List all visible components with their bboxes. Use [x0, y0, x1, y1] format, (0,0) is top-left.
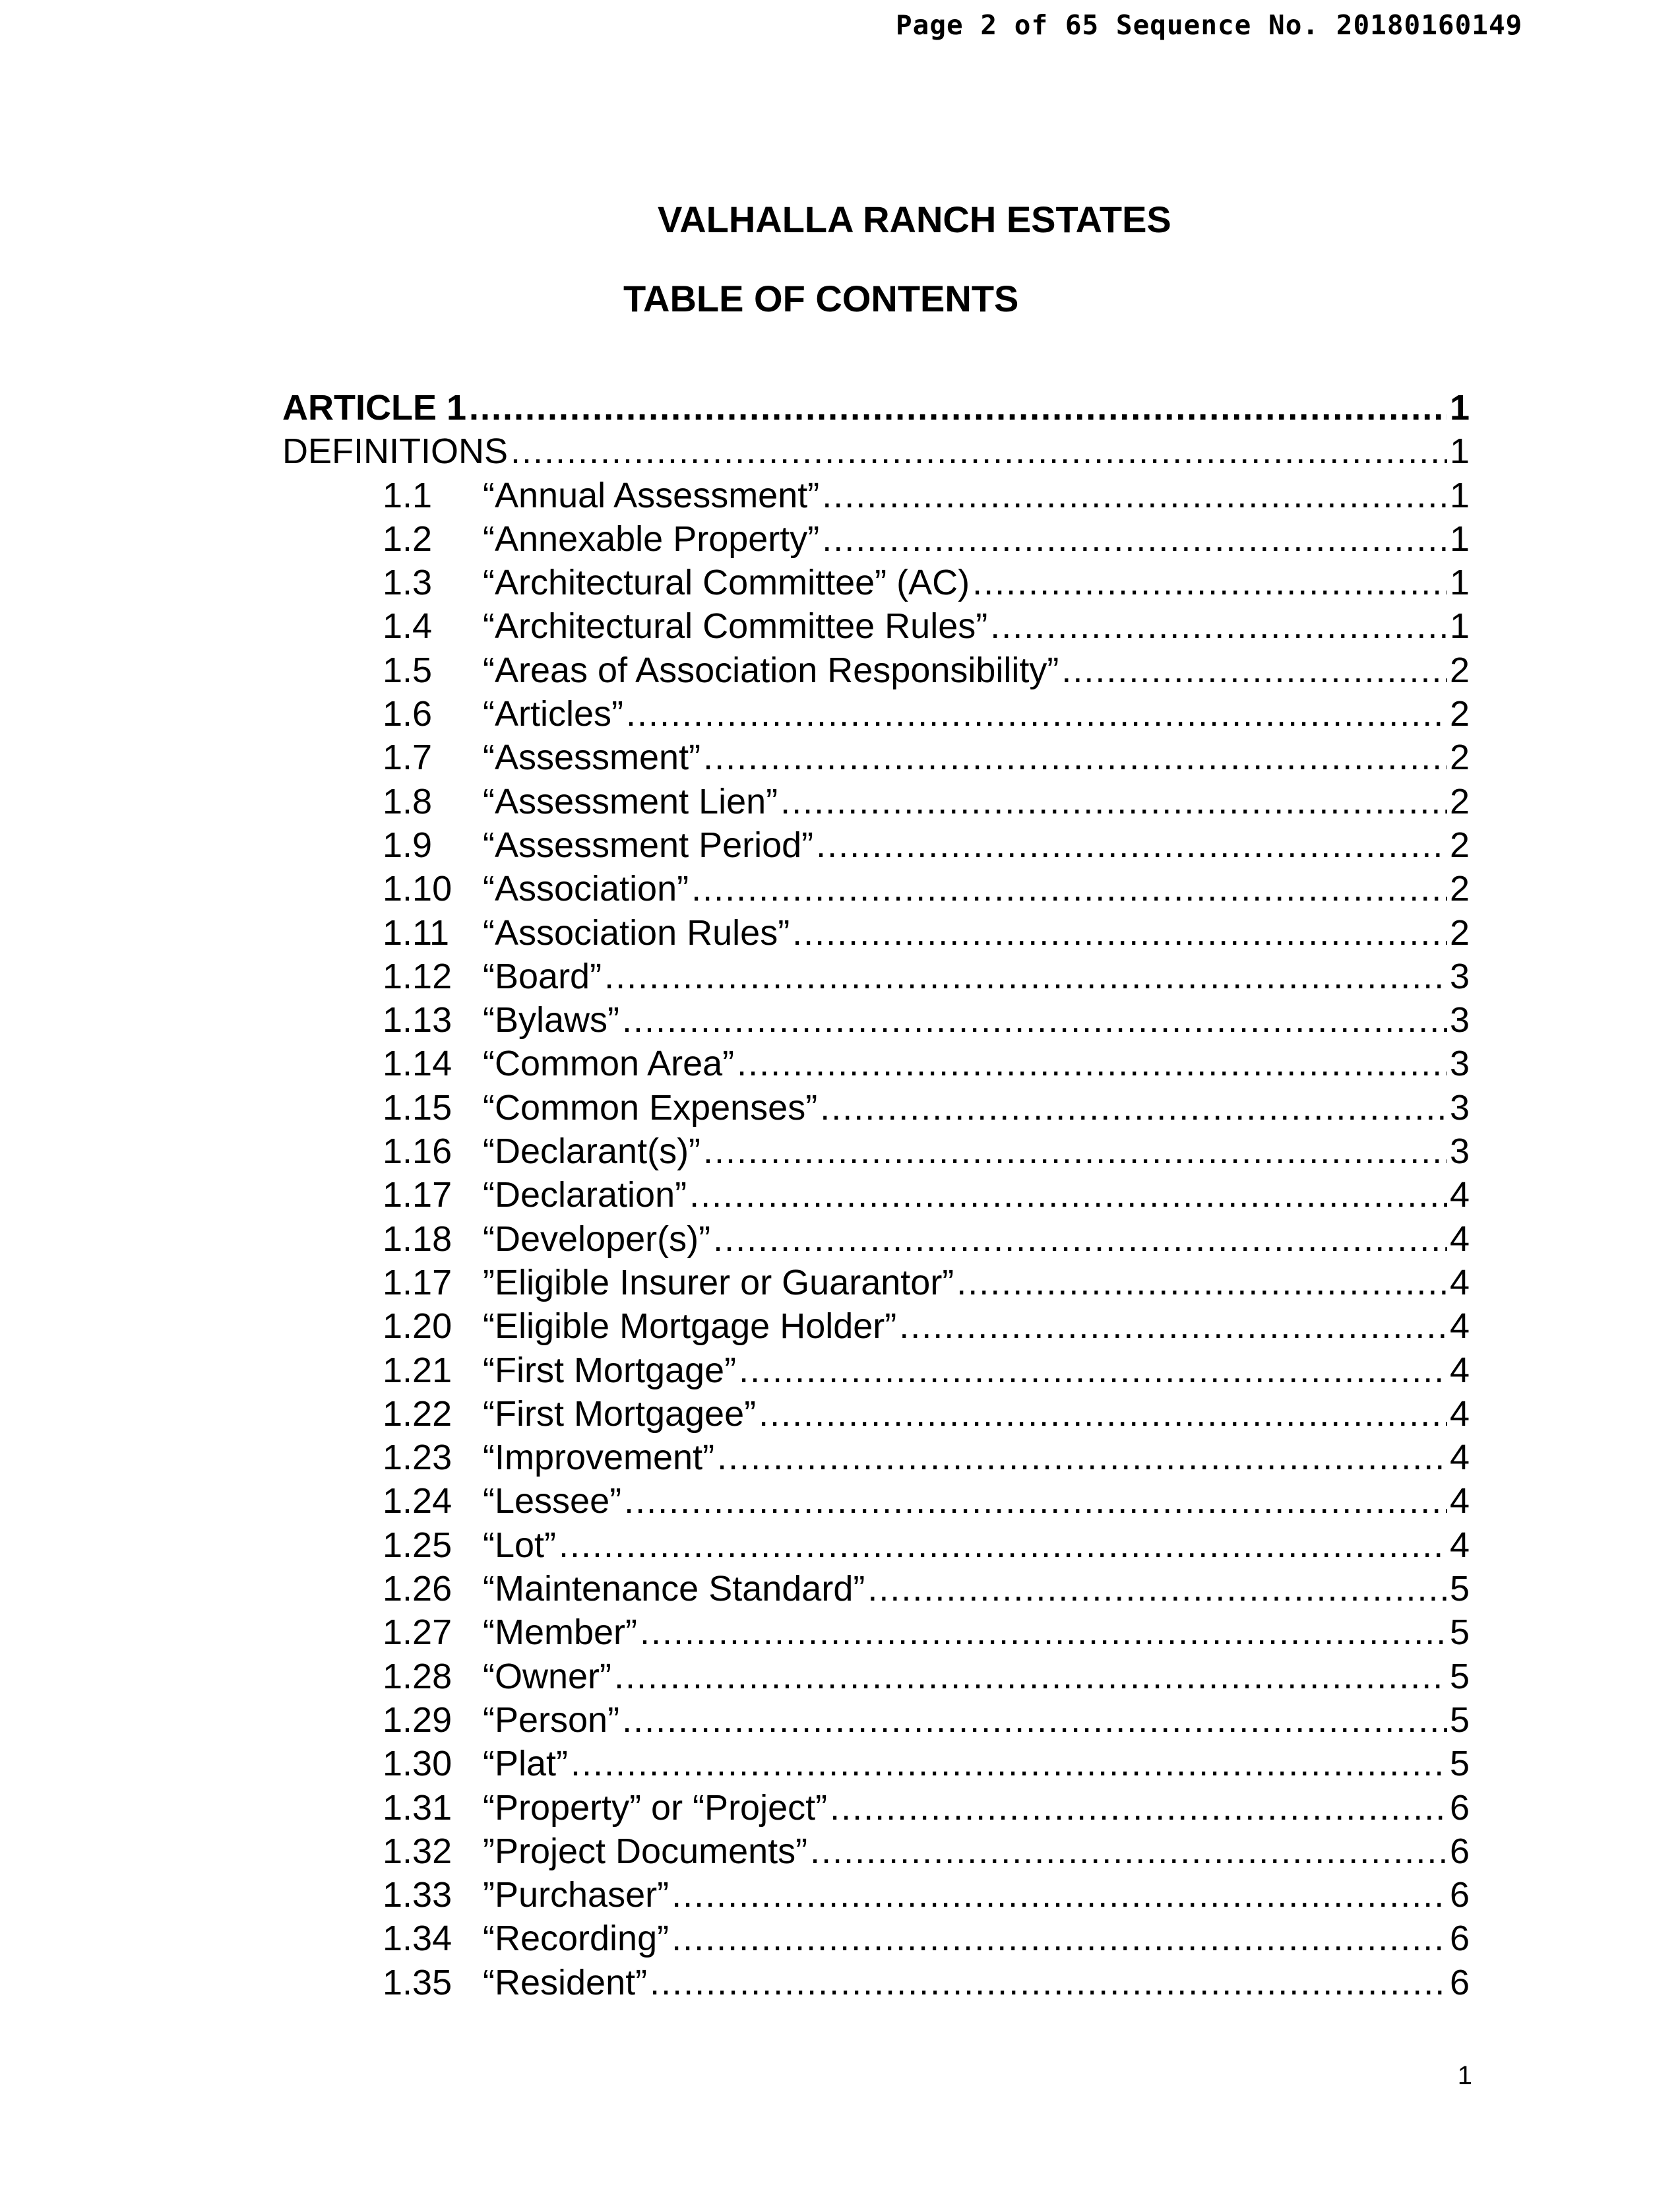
toc-entry-page: 6: [1449, 1875, 1470, 1915]
toc-entry-number: 1.11: [383, 912, 450, 953]
toc-entry-label: “Bylaws”: [483, 1000, 620, 1040]
toc-section-label: DEFINITIONS: [282, 431, 509, 472]
toc-entry-label: “Declarant(s)”: [483, 1131, 701, 1172]
toc-entry-label: “Association Rules”: [483, 912, 790, 953]
toc-entry-number: 1.20: [383, 1306, 452, 1347]
toc-entry-number: 1.2: [383, 519, 433, 559]
toc-entry-label: “Lot”: [483, 1525, 557, 1565]
toc-entry-label: “Assessment”: [483, 738, 701, 778]
toc-entry-page: 4: [1449, 1262, 1470, 1302]
dot-leader: [990, 604, 1447, 648]
toc-entry-page: 3: [1449, 1044, 1470, 1084]
toc-entry-number: 1.25: [383, 1525, 452, 1565]
toc-entry-row: [282, 1173, 1470, 1217]
dot-leader: [759, 1392, 1447, 1436]
dot-leader: [614, 1655, 1447, 1698]
toc-section-row: [282, 430, 1470, 473]
toc-entry-number: 1.17: [383, 1262, 452, 1302]
toc-entry-row: [282, 1130, 1470, 1173]
toc-entry-row: [282, 1217, 1470, 1261]
toc-entry-row: [282, 1392, 1470, 1436]
toc-entry-row: [282, 1479, 1470, 1523]
toc-entry-page: 5: [1449, 1744, 1470, 1784]
dot-leader: [739, 1349, 1447, 1392]
toc-entry-row: [282, 1086, 1470, 1130]
document-title: VALHALLA RANCH ESTATES: [658, 199, 1171, 240]
dot-leader: [511, 430, 1447, 473]
toc-entry-page: 4: [1449, 1175, 1470, 1215]
toc-entry-row: [282, 1961, 1470, 2004]
toc-entry-label: “Recording”: [483, 1919, 669, 1959]
toc-entry-page: 5: [1449, 1612, 1470, 1653]
toc-entry-page: 2: [1449, 738, 1470, 778]
toc-entry-label: “Maintenance Standard”: [483, 1569, 865, 1609]
dot-leader: [571, 1742, 1447, 1785]
toc-entry-number: 1.21: [383, 1350, 452, 1390]
toc-entry-row: [282, 998, 1470, 1042]
dot-leader: [469, 386, 1447, 430]
toc-entry-page: 5: [1449, 1656, 1470, 1696]
toc-entry-number: 1.29: [383, 1700, 452, 1740]
table-of-contents: [282, 386, 1470, 2004]
toc-entry-row: [282, 1304, 1470, 1348]
toc-entry-number: 1.12: [383, 956, 452, 996]
toc-entry-label: “Architectural Committee Rules”: [483, 606, 988, 647]
dot-leader: [792, 911, 1447, 955]
toc-entry-number: 1.15: [383, 1087, 452, 1128]
toc-entry-number: 1.14: [383, 1044, 452, 1084]
dot-leader: [820, 1086, 1447, 1130]
dot-leader: [624, 1479, 1447, 1523]
toc-entry-row: [282, 1742, 1470, 1785]
toc-entry-number: 1.24: [383, 1481, 452, 1521]
dot-leader: [717, 1436, 1447, 1479]
toc-entry-label: “Architectural Committee” (AC): [483, 563, 970, 603]
toc-entry-label: “Eligible Mortgage Holder”: [483, 1306, 897, 1347]
toc-entry-label: “Annual Assessment”: [483, 475, 820, 515]
toc-entry-page: 2: [1449, 869, 1470, 909]
toc-entry-number: 1.18: [383, 1219, 452, 1259]
toc-entry-label: “Developer(s)”: [483, 1219, 711, 1259]
toc-entry-label: “Common Expenses”: [483, 1087, 818, 1128]
toc-article-label: ARTICLE 1: [282, 388, 467, 428]
toc-entry-row: [282, 1567, 1470, 1610]
dot-leader: [650, 1961, 1447, 2004]
toc-entry-page: 1: [1449, 606, 1470, 647]
dot-leader: [972, 561, 1447, 604]
dot-leader: [671, 1873, 1447, 1917]
toc-entry-page: 1: [1449, 475, 1470, 515]
toc-entry-number: 1.34: [383, 1919, 452, 1959]
toc-entry-row: [282, 1786, 1470, 1830]
toc-entry-page: 3: [1449, 956, 1470, 996]
toc-entry-number: 1.35: [383, 1962, 452, 2002]
dot-leader: [1061, 649, 1447, 692]
toc-entry-label: “Member”: [483, 1612, 638, 1653]
toc-entry-label: “First Mortgagee”: [483, 1393, 757, 1434]
toc-entry-row: [282, 561, 1470, 604]
dot-leader: [822, 474, 1447, 517]
toc-entry-row: [282, 1261, 1470, 1304]
toc-entry-number: 1.13: [383, 1000, 452, 1040]
toc-entry-page: 4: [1449, 1350, 1470, 1390]
toc-entry-number: 1.33: [383, 1875, 452, 1915]
dot-leader: [691, 867, 1447, 910]
dot-leader: [559, 1523, 1447, 1567]
toc-entry-number: 1.10: [383, 869, 452, 909]
dot-leader: [640, 1610, 1447, 1654]
toc-entry-row: [282, 1873, 1470, 1917]
toc-entry-number: 1.8: [383, 781, 433, 821]
toc-entry-row: [282, 1042, 1470, 1085]
toc-entry-page: 2: [1449, 825, 1470, 865]
toc-entry-number: 1.7: [383, 738, 433, 778]
toc-entry-page: 5: [1449, 1569, 1470, 1609]
toc-entry-row: [282, 1436, 1470, 1479]
toc-entry-row: [282, 823, 1470, 867]
toc-entry-page: 2: [1449, 781, 1470, 821]
toc-entry-page: 4: [1449, 1393, 1470, 1434]
dot-leader: [780, 780, 1447, 823]
toc-entry-row: [282, 1523, 1470, 1567]
toc-entry-number: 1.1: [383, 475, 433, 515]
toc-entry-label: “Articles”: [483, 694, 623, 734]
toc-entry-label: “Assessment Period”: [483, 825, 814, 865]
dot-leader: [689, 1173, 1447, 1217]
dot-leader: [703, 736, 1447, 779]
dot-leader: [830, 1786, 1447, 1830]
toc-entry-label: “Lessee”: [483, 1481, 622, 1521]
toc-entry-label: “Declaration”: [483, 1175, 687, 1215]
dot-leader: [822, 517, 1447, 561]
dot-leader: [816, 823, 1447, 867]
toc-entry-page: 3: [1449, 1131, 1470, 1172]
toc-entry-page: 4: [1449, 1219, 1470, 1259]
toc-entry-label: “Assessment Lien”: [483, 781, 778, 821]
page-number: 1: [1457, 2061, 1472, 2090]
toc-entry-page: 4: [1449, 1306, 1470, 1347]
toc-entry-number: 1.31: [383, 1787, 452, 1828]
toc-entry-row: [282, 955, 1470, 998]
toc-entry-number: 1.30: [383, 1744, 452, 1784]
toc-entry-row: [282, 517, 1470, 561]
toc-entry-number: 1.16: [383, 1131, 452, 1172]
toc-entry-row: [282, 780, 1470, 823]
toc-entry-page: 5: [1449, 1700, 1470, 1740]
toc-entry-label: “Board”: [483, 956, 602, 996]
toc-entry-number: 1.6: [383, 694, 433, 734]
dot-leader: [867, 1567, 1447, 1610]
toc-entry-label: “Person”: [483, 1700, 620, 1740]
toc-entry-row: [282, 1917, 1470, 1960]
toc-article-page: 1: [1449, 388, 1470, 428]
toc-entry-number: 1.22: [383, 1393, 452, 1434]
toc-entry-number: 1.23: [383, 1438, 452, 1478]
toc-entry-page: 3: [1449, 1087, 1470, 1128]
dot-leader: [626, 692, 1447, 736]
toc-entry-page: 6: [1449, 1919, 1470, 1959]
toc-entry-page: 2: [1449, 912, 1470, 953]
toc-entry-row: [282, 692, 1470, 736]
toc-entry-label: “Plat”: [483, 1744, 569, 1784]
toc-entry-number: 1.4: [383, 606, 433, 647]
toc-entry-label: “Annexable Property”: [483, 519, 820, 559]
toc-entry-number: 1.26: [383, 1569, 452, 1609]
toc-article-row: [282, 386, 1470, 430]
toc-entry-number: 1.27: [383, 1612, 452, 1653]
toc-entry-number: 1.32: [383, 1831, 452, 1871]
toc-entry-label: ”Purchaser”: [483, 1875, 669, 1915]
toc-entry-label: “Resident”: [483, 1962, 648, 2002]
toc-entry-number: 1.5: [383, 650, 433, 690]
dot-leader: [737, 1042, 1447, 1085]
toc-entry-row: [282, 649, 1470, 692]
toc-entry-number: 1.3: [383, 563, 433, 603]
toc-entry-label: “Areas of Association Responsibility”: [483, 650, 1059, 690]
toc-entry-label: ”Project Documents”: [483, 1831, 808, 1871]
toc-entry-label: “Owner”: [483, 1656, 612, 1696]
toc-entry-page: 2: [1449, 650, 1470, 690]
toc-entry-page: 1: [1449, 563, 1470, 603]
toc-entry-label: “Common Area”: [483, 1044, 735, 1084]
toc-entry-list: [282, 474, 1470, 2004]
dot-leader: [671, 1917, 1447, 1960]
toc-heading: TABLE OF CONTENTS: [623, 278, 1019, 319]
toc-entry-page: 3: [1449, 1000, 1470, 1040]
toc-entry-row: [282, 604, 1470, 648]
dot-leader: [604, 955, 1447, 998]
dot-leader: [810, 1830, 1447, 1873]
toc-entry-row: [282, 474, 1470, 517]
toc-entry-row: [282, 736, 1470, 779]
toc-entry-page: 4: [1449, 1525, 1470, 1565]
dot-leader: [899, 1304, 1447, 1348]
toc-entry-row: [282, 1610, 1470, 1654]
toc-entry-label: ”Eligible Insurer or Guarantor”: [483, 1262, 954, 1302]
dot-leader: [622, 998, 1447, 1042]
toc-entry-page: 2: [1449, 694, 1470, 734]
toc-entry-label: “First Mortgage”: [483, 1350, 737, 1390]
toc-entry-page: 6: [1449, 1787, 1470, 1828]
toc-entry-label: “Association”: [483, 869, 689, 909]
toc-section-page: 1: [1449, 431, 1470, 472]
toc-entry-label: “Improvement”: [483, 1438, 715, 1478]
toc-entry-row: [282, 1349, 1470, 1392]
toc-entry-row: [282, 1830, 1470, 1873]
toc-entry-number: 1.9: [383, 825, 433, 865]
toc-entry-page: 6: [1449, 1831, 1470, 1871]
toc-entry-page: 1: [1449, 519, 1470, 559]
dot-leader: [703, 1130, 1447, 1173]
toc-entry-page: 6: [1449, 1962, 1470, 2002]
toc-entry-label: “Property” or “Project”: [483, 1787, 828, 1828]
toc-entry-row: [282, 867, 1470, 910]
toc-entry-number: 1.17: [383, 1175, 452, 1215]
toc-entry-row: [282, 1655, 1470, 1698]
toc-entry-page: 4: [1449, 1481, 1470, 1521]
page-sequence-stamp: Page 2 of 65 Sequence No. 20180160149: [896, 9, 1523, 41]
toc-entry-page: 4: [1449, 1438, 1470, 1478]
dot-leader: [622, 1698, 1447, 1742]
toc-entry-row: [282, 911, 1470, 955]
dot-leader: [956, 1261, 1447, 1304]
toc-entry-row: [282, 1698, 1470, 1742]
dot-leader: [713, 1217, 1447, 1261]
toc-entry-number: 1.28: [383, 1656, 452, 1696]
